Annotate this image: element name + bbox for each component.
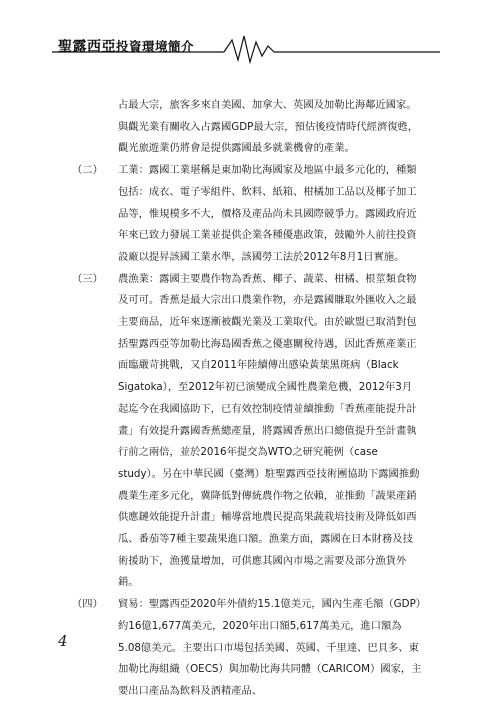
- header-title: [58, 36, 194, 56]
- page-number: 4: [58, 632, 68, 650]
- header-title-main: 聖露西亞: [58, 39, 116, 55]
- section-text: 貿易：聖露西亞2020年外債約15.1億美元，國內生產毛額（GDP）約16億1,677萬美元，2020年出口額5,617萬美元，進口額為5.08億美元。主要出口市場包括美國、英國、千里達、巴貝多、東加勒比海組織（OECS）與加勒比海共同體（CARICOM）國家，主要出口產品為飲料及酒精產品、: [118, 598, 422, 697]
- section-text: 農漁業：露國主要農作物為香蕉、椰子、蔬菜、柑橘、根莖類食物及可可。香蕉是最大宗出口農業作物，亦是露國賺取外匯收入之最主要商品，近年來逐漸被觀光業及工業取代。由於歐盟已取消對包括聖露西亞等加勒比海島國香蕉之優惠關稅待遇，因此香蕉產業正面臨嚴苛挑戰，又自2011年陸續傳出感染黃葉黑斑病（Black Sigatoka），至2012年初已演變成全國性農業危機，2012年3月起迄今在我國協助下，已有效控制疫情並續推動「香蕉產能提升計畫」有效提升露國香蕉總產量，將露國香蕉出口總值提升至計畫執行前之兩倍，並於2016年提交為WTO之研究範例（case study）。另在中華民國（臺灣）駐聖露西亞技術團協助下露國推動農業生產多元化，冀降低對傳統農作物之依賴，並推動「蔬果產銷供應鏈效能提升計畫」輔導當地農民提高果蔬栽培技術及降低如西瓜、番茄等7種主要蔬果進口額。漁業方面，露國在日本財務及技術援助下，漁獲量增加，可供應其國內市場之需要及部分漁貨外銷。: [118, 272, 420, 589]
- page-header: [0, 0, 480, 70]
- header-decoration: [0, 0, 480, 70]
- section-number: （二）: [72, 164, 103, 177]
- section-trade: [72, 594, 422, 703]
- lead-paragraph: 占最大宗，旅客多來自美國、加拿大、英國及加勒比海鄰近國家。與觀光業有關收入占露國GDP最大宗，預估後疫情時代經濟復甦，觀光旅遊業仍將會是提供露國最多就業機會的產業。: [118, 99, 419, 155]
- section-industry: [72, 160, 422, 269]
- section-text: 工業：露國工業堪稱是東加勒比海國家及地區中最多元化的，種類包括：成衣、電子零組件、飲料、紙箱、柑橘加工品以及椰子加工品等，惟規模多不大，價格及產品尚未具國際競爭力。露國政府近年來已致力發展工業並提供企業各種優惠政策，鼓勵外人前往投資設廠以提昇該國工業水準，該國勞工法於2012年8月1日實施。: [118, 164, 417, 263]
- main-content: [72, 95, 422, 703]
- section-agriculture-fishery: [72, 269, 422, 595]
- header-title-sub: 投資環境簡介: [116, 39, 195, 54]
- section-number: （三）: [72, 272, 103, 285]
- section-number: （四）: [72, 598, 103, 611]
